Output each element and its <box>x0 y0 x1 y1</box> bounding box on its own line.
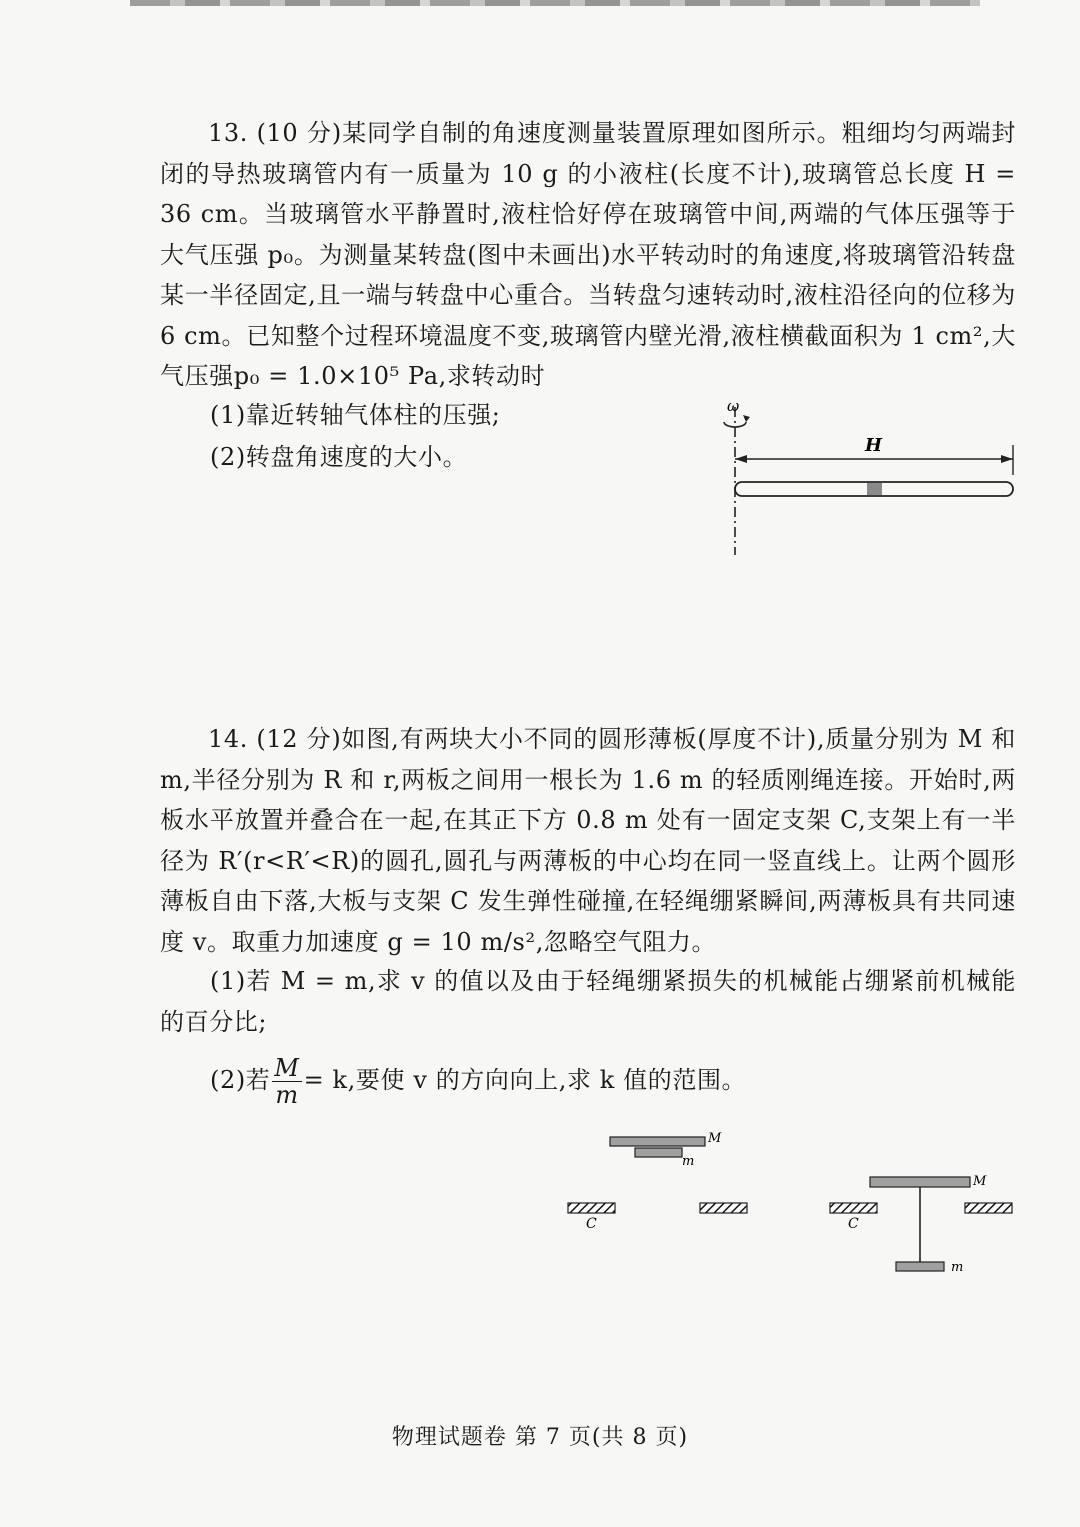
fraction-numerator: M <box>274 1054 300 1082</box>
label-M-right: M <box>973 1174 987 1189</box>
label-C-left: C <box>586 1216 597 1232</box>
q14-paragraph: 14. (12 分)如图,有两块大小不同的圆形薄板(厚度不计),质量分别为 M 和 m,半径分别为 R 和 r,两板之间用一根长为 1.6 m 的轻质刚绳连接。开始时,两板水平放置并叠合在一起,在其正下方 0.8 m 处有一固定支架 C,支架上有一半径为 R′(r<R′<R)的圆孔,圆孔与两薄板的中心均在同一竖直线上。让两个圆形薄板自由下落,大板与支架 C 发生弹性碰撞,在轻绳绷紧瞬间,两薄板具有共同速度 v。取重力加速度 g = 10 m/s²,忽略空气阻力。 <box>160 725 1016 956</box>
q14-sub2-prefix: (2)若 <box>210 1066 271 1094</box>
omega-label: ω <box>727 397 740 415</box>
q13-subquestion-2: (2)转盘角速度的大小。 <box>210 443 468 471</box>
q14-sub2-suffix: = k,要使 v 的方向向上,求 k 值的范围。 <box>303 1066 747 1094</box>
label-m-right: m <box>951 1260 964 1275</box>
scan-top-edge <box>130 0 980 6</box>
plate-M-right <box>870 1177 970 1187</box>
q14-figure <box>555 1125 1030 1285</box>
label-M-left: M <box>708 1131 722 1146</box>
q14-subquestion-1: (1)若 M = m,求 v 的值以及由于轻绳绷紧损失的机械能占绷紧前机械能的百分比; <box>160 967 1016 1036</box>
support-C-left-a <box>568 1203 615 1213</box>
length-label-H: H <box>865 435 883 456</box>
support-C-left-b <box>700 1203 747 1213</box>
support-C-right-a <box>830 1203 877 1213</box>
support-C-right-b <box>965 1203 1012 1213</box>
label-C-right: C <box>848 1216 859 1232</box>
plate-m-left <box>635 1148 682 1157</box>
plate-m-right <box>896 1262 944 1271</box>
plate-M-left <box>610 1137 705 1146</box>
q13-subquestion-1: (1)靠近转轴气体柱的压强; <box>210 401 501 429</box>
mass-ratio-fraction <box>272 1055 301 1108</box>
liquid-column <box>867 483 882 495</box>
q13-paragraph: 13. (10 分)某同学自制的角速度测量装置原理如图所示。粗细均匀两端封闭的导热玻璃管内有一质量为 10 g 的小液柱(长度不计),玻璃管总长度 H = 36 cm。当玻璃管水平静置时,液柱恰好停在玻璃管中间,两端的气体压强等于大气压强 p₀。为测量某转盘(图中未画出)水平转动时的角速度,将玻璃管沿转盘某一半径固定,且一端与转盘中心重合。当转盘匀速转动时,液柱沿径向的位移为 6 cm。已知整个过程环境温度不变,玻璃管内壁光滑,液柱横截面积为 1 cm²,大气压强p₀ = 1.0×10⁵ Pa,求转动时 <box>160 119 1016 390</box>
q13-figure <box>700 395 1030 565</box>
page-footer: 物理试题卷 第 7 页(共 8 页) <box>391 1425 689 1450</box>
label-m-left: m <box>682 1154 695 1169</box>
q14-subquestion-2 <box>210 1055 746 1115</box>
fraction-denominator: m <box>275 1081 299 1109</box>
